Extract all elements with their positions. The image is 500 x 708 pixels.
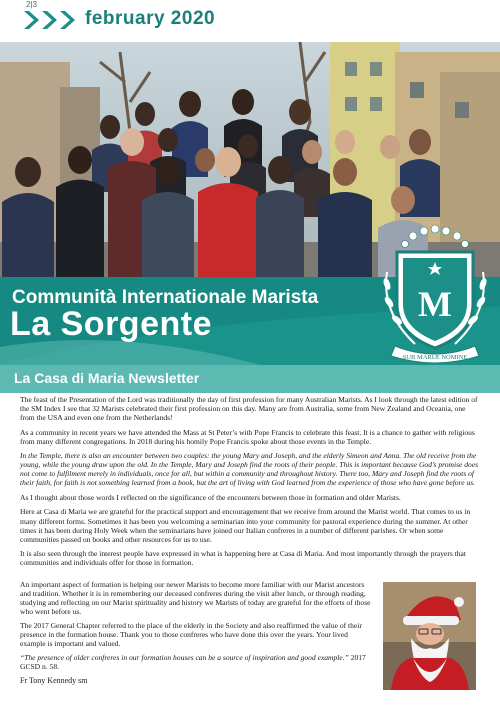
chevron-right-icon bbox=[58, 9, 76, 31]
santa-photo bbox=[383, 582, 476, 690]
chapter-quote-text: “The presence of older confreres in our formation houses can be a source of inspiration and good example.” bbox=[20, 653, 349, 663]
article-paragraph: The feast of the Presentation of the Lord was traditionally the day of first profession for many Australian Marists. As I look through the latest edition of the SM Index I see that 32 Marists celebrated their first profession on this day. Many are from Australia, some from New Zealand and Oceania, one from the USA and even one from the Netherlands! bbox=[20, 395, 478, 423]
article-paragraph: As I thought about those words I reflected on the significance of the encounters between those in formation and older Marists. bbox=[20, 492, 401, 502]
marist-crest-logo bbox=[375, 222, 495, 364]
article-paragraph: Here at Casa di Maria we are grateful for the practical support and encouragement that we receive from around the Marist world. That comes to us in many different forms. Sometimes it has been you welcoming a seminarian into your community for pastoral experience during the summer. At other times it has been during Holy Week when the seminarians have joined our Italian confreres in a number of different parishes. Or when some communities passed on books and other resources for us to use. bbox=[20, 507, 471, 544]
newsletter-title: La Sorgente bbox=[10, 305, 212, 343]
article-paragraph: An important aspect of formation is helping our newer Marists to become more familiar with our Marist ancestors and tradition. Whether it is in remembering our deceased confreres during the visit after lunch, or through reading, studying and reflecting on our Marist spirituality and history we Marists of today are grateful for the efforts of those who went before us. bbox=[20, 580, 371, 617]
issue-month: february 2020 bbox=[85, 8, 216, 29]
article-paragraph: As a community in recent years we have attended the Mass at St Peter’s with Pope Francis to celebrate this feast. It is a chance to gather with religious from many different congregations. In 2018 during his homily Pope Francis spoke about those events in the Temple. bbox=[20, 427, 475, 446]
article-paragraph: It is also seen through the interest people have expressed in what is happening here at Casa di Maria. And most importantly through the prayers that communities and individuals offer for those in formation. bbox=[20, 549, 466, 568]
pope-quote-paragraph: In the Temple, there is also an encounter between two couples: the young Mary and Joseph, and the elderly Simeon and Anna. The old receive from the young, while the young draw upon the old. In the Temple, Mary and Joseph find the roots of their people. This is important because God’s promise does not come to fulfilment merely in individuals, once for all, but within a community and throughout history. There too, Mary and Joseph find the roots of their faith, for faith is not something learned from a book, but the art of living with God learned from the experience of those who have gone before us. bbox=[20, 451, 479, 488]
page-header bbox=[0, 0, 500, 40]
chapter-quote bbox=[20, 653, 372, 671]
crest-monogram: M bbox=[418, 284, 452, 324]
chapter-quote-reference: 2017 GCSD n. 58. bbox=[20, 653, 366, 672]
author-signature: Fr Tony Kennedy sm bbox=[20, 676, 88, 686]
article-body bbox=[20, 395, 482, 573]
chevron-right-icon bbox=[40, 9, 58, 31]
community-name: Communità Internationale Marista bbox=[12, 287, 319, 308]
chevron-right-icon bbox=[22, 9, 40, 31]
article-paragraph: The 2017 General Chapter referred to the place of the elderly in the Society and also reaffirmed the value of their presence in the formation house. Thank you to those confreres who have done this over the years. Your lived example is important and valued. bbox=[20, 621, 362, 649]
newsletter-subtitle: La Casa di Maria Newsletter bbox=[14, 370, 200, 386]
crest-motto: SUB MARIÆ NOMINE bbox=[402, 354, 468, 361]
page-number: 2|3 bbox=[26, 0, 37, 9]
article-body-continued bbox=[20, 580, 372, 686]
